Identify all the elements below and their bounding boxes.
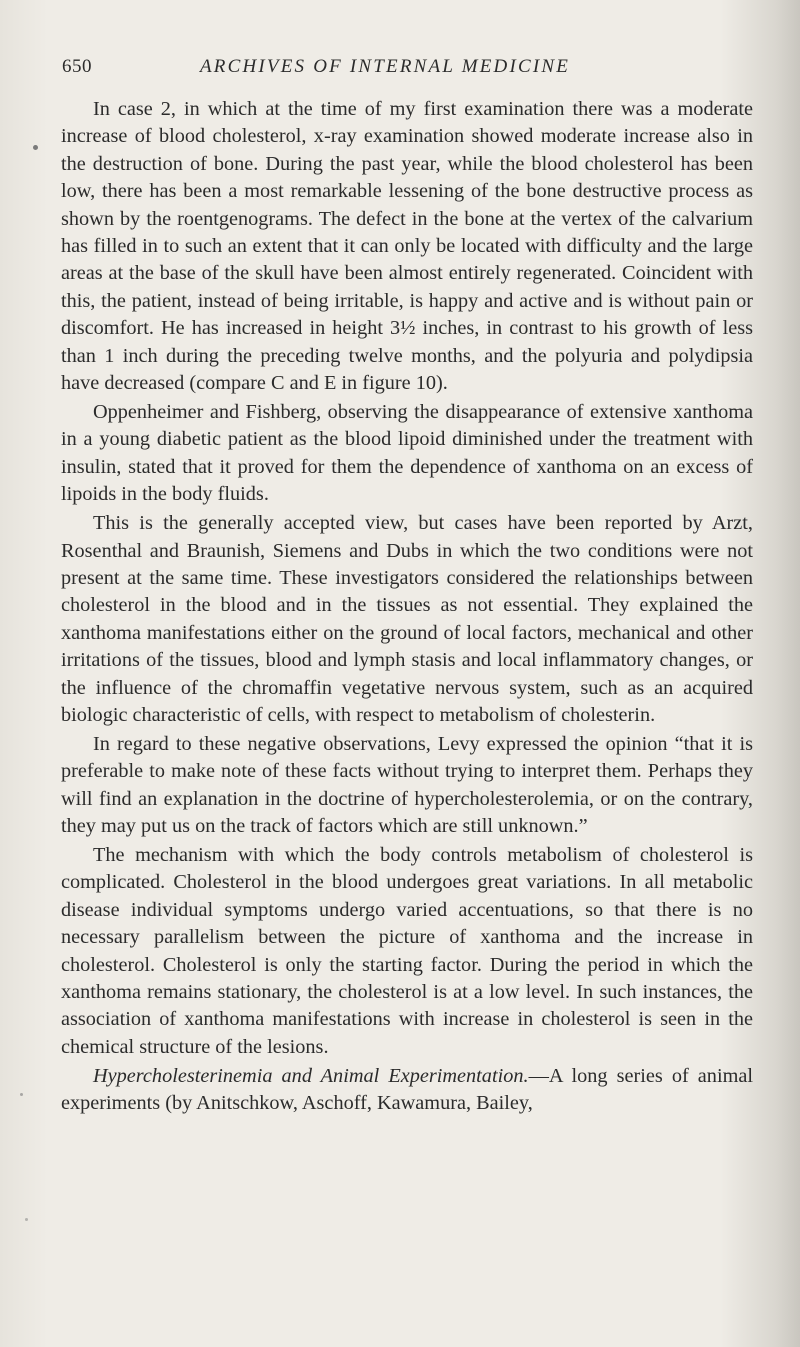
paragraph-case-2: In case 2, in which at the time of my first examination there was a moderate increase of blood cholesterol, x-ray examination showed moderate increase also in the destruction of bone. During the past year, while the blood cholesterol has been low, there has been a most remarkable lessening of the bone destructive process as shown by the roentgenograms. The defect in the bone at the vertex of the calvarium has filled in to such an extent that it can only be located with difficulty and the large areas at the base of the skull have been almost entirely regenerated. Coincident with this, the patient, instead of being irritable, is happy and active and is without pain or discomfort. He has increased in height 3½ inches, in contrast to his growth of less than 1 inch during the preceding twelve months, and the polyuria and polydipsia have decreased (compare C and E in figure 10). xyxy=(61,98,753,395)
paragraph-mechanism: The mechanism with which the body controls metabolism of cholesterol is complicated. Cholesterol in the blood undergoes great variations. In all metabolic disease individual symptoms undergo varied accentuations, so that there is no necessary parallelism between the picture of xanthoma and the increase in cholesterol. Cholesterol is only the starting factor. During the period in which the xanthoma remains stationary, the cholesterol is at a low level. In such instances, the association of xanthoma manifestations with increase in cholesterol is seen in the chemical structure of the lesions. xyxy=(61,843,753,1058)
print-speck xyxy=(20,1093,23,1096)
paragraph-accepted-view: This is the generally accepted view, but cases have been reported by Arzt, Rosenthal and Braunish, Siemens and Dubs in which the two conditions were not present at the same time. These investigators considered the relationships between cholesterol in the blood and in the tissues as not essential. They explained the xanthoma manifestations either on the ground of local factors, mechanical and other irritations of the tissues, blood and lymph stasis and local inflammatory changes, or the influence of the chromaffin vegetative nervous system, such as an acquired biologic characteristic of cells, with respect to metabolism of cholesterin. xyxy=(61,512,753,726)
section-lead-text: —A long series of animal experiments (by Anitschkow, Aschoff, Kawamura, Bailey, xyxy=(61,1064,753,1115)
print-speck xyxy=(33,145,38,150)
page-header xyxy=(62,56,752,86)
paragraph-levy-opinion: In regard to these negative observations, Levy expressed the opinion “that it is preferable to make note of these facts without trying to interpret them. Perhaps they will find an explanation in the doctrine of hypercholesterolemia, or on the contrary, they may put us on the track of factors which are still unknown.” xyxy=(61,732,753,838)
journal-title: ARCHIVES OF INTERNAL MEDICINE xyxy=(200,56,571,77)
article-body xyxy=(61,96,753,1118)
print-speck xyxy=(25,1218,28,1221)
page-number: 650 xyxy=(62,56,92,77)
paragraph-animal-experimentation xyxy=(61,1063,753,1118)
paragraph-oppenheimer-fishberg: Oppenheimer and Fishberg, observing the disappearance of extensive xanthoma in a young diabetic patient as the blood lipoid diminished under the treatment with insulin, stated that it proved for them the dependence of xanthoma on an excess of lipoids in the body fluids. xyxy=(61,400,753,506)
section-subheading: Hypercholesterinemia and Animal Experimentation. xyxy=(93,1064,529,1087)
